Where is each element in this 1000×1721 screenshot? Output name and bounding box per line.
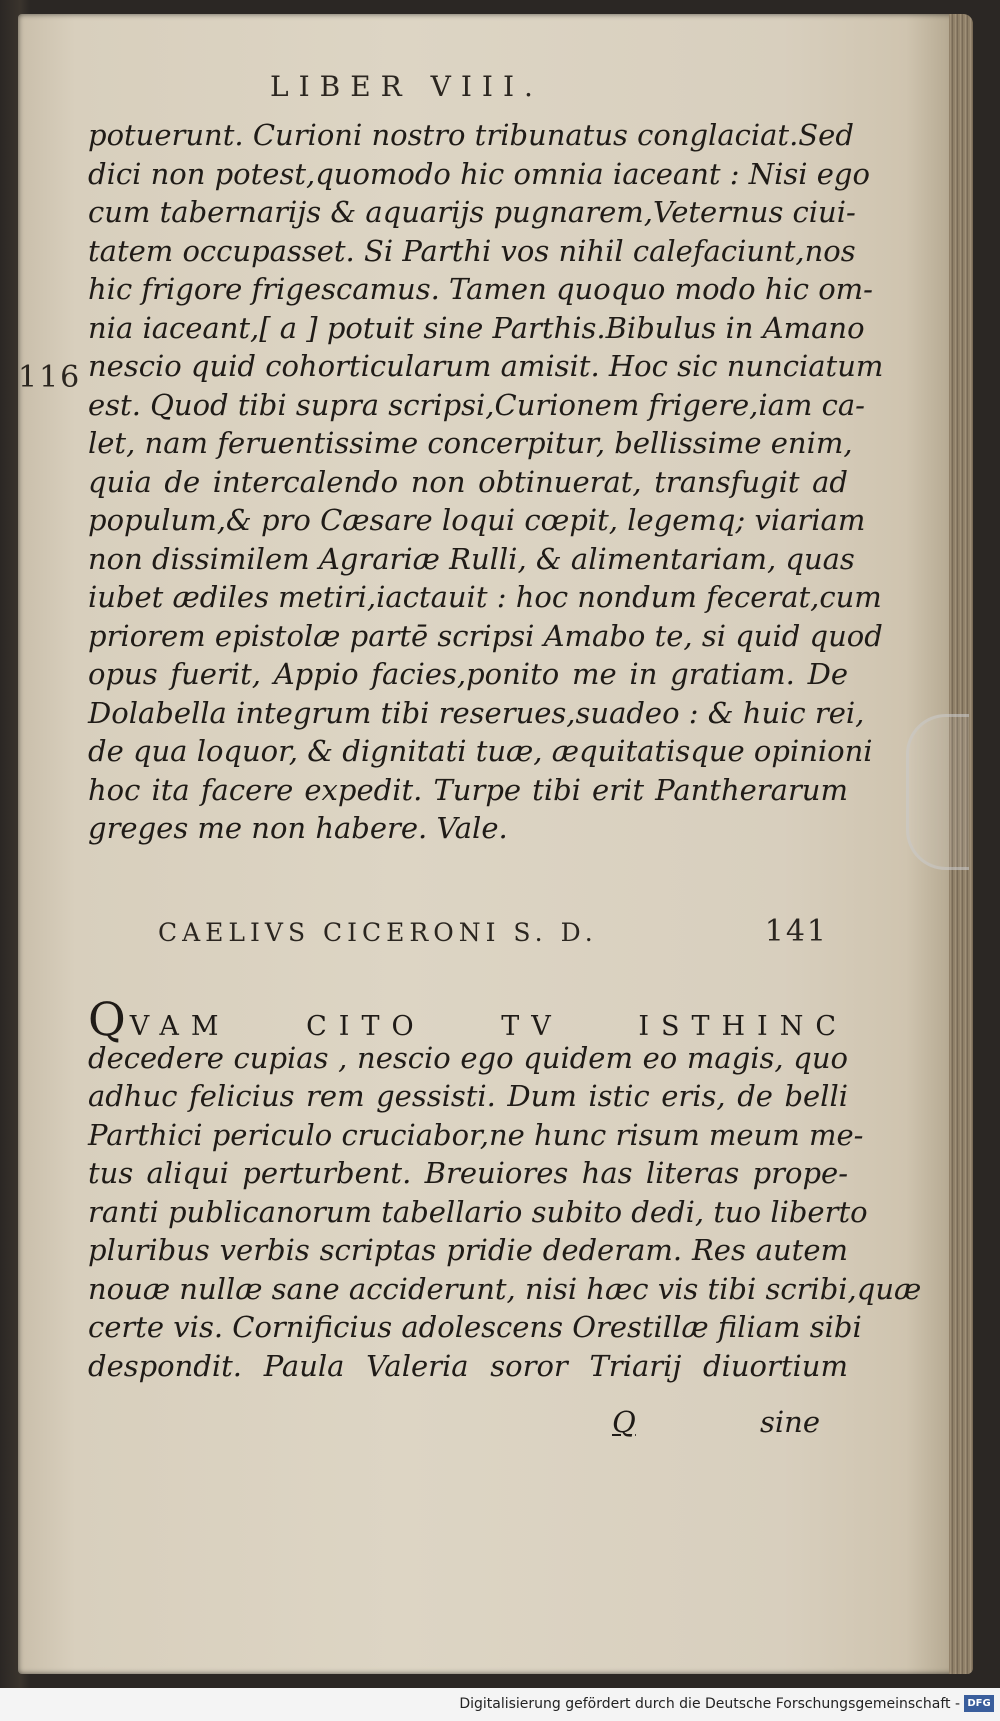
text-line: let, nam feruentissime concerpitur, bellissime enim, <box>88 426 853 460</box>
text-line: certe vis. Cornificius adolescens Orestillæ filiam sibi <box>88 1310 862 1344</box>
text-line: ranti publicanorum tabellario subito dedi, tuo liberto <box>88 1194 868 1229</box>
signature-mark: Q <box>612 1405 636 1439</box>
text-line: cum tabernarijs & aquarijs pugnarem,Veternus ciui- <box>88 195 856 229</box>
footer-bar <box>0 1688 1000 1721</box>
running-title: LIBER VIII. <box>270 70 543 103</box>
text-line: quia de intercalendo non obtinuerat, transfugit ad <box>88 464 848 499</box>
text-line: nescio quid cohorticularum amisit. Hoc sic nunciatum <box>88 349 884 383</box>
catchword: sine <box>760 1405 820 1439</box>
text-line: hoc ita facere expedit. Turpe tibi erit Pantherarum <box>88 772 848 807</box>
text-line: Dolabella integrum tibi reserues,suadeo : & huic rei, <box>88 695 865 730</box>
letter-1-body <box>88 116 884 848</box>
text-line: non dissimilem Agrariæ Rulli, & alimentariam, quas <box>88 541 855 576</box>
text-line: tatem occupasset. Si Parthi vos nihil calefaciunt,nos <box>88 233 856 268</box>
text-line: Parthici periculo cruciabor,ne hunc risum meum me- <box>88 1117 864 1152</box>
text-line: est. Quod tibi supra scripsi,Curionem frigere,iam ca- <box>88 387 865 422</box>
text-line: de qua loquor, & dignitati tuæ, æquitatisque opinioni <box>88 734 873 768</box>
letter-2-title <box>158 914 828 949</box>
dfg-logo: DFG <box>964 1695 994 1712</box>
opening-words: VAM CITO TV ISTHINC <box>129 1011 848 1042</box>
letter-number: 141 <box>764 914 828 949</box>
text-line: tus aliqui perturbent. Breuiores has literas prope- <box>88 1156 848 1190</box>
text-line: hic frigore frigescamus. Tamen quoquo modo hic om- <box>88 272 873 306</box>
text-line: greges me non habere. Vale. <box>88 811 508 845</box>
text-line: priorem epistolæ partē scripsi Amabo te, si quid quod <box>88 618 883 653</box>
margin-number: 116 <box>18 360 82 395</box>
text-line: potuerunt. Curioni nostro tribunatus conglaciat.Sed <box>88 118 854 152</box>
text-line: populum,& pro Cæsare loqui cœpit, legemq; viariam <box>88 503 866 537</box>
text-line: opus fuerit, Appio facies,ponito me in gratiam. De <box>88 657 848 691</box>
footer-credit: Digitalisierung gefördert durch die Deutsche Forschungsgemeinschaft - <box>459 1696 960 1712</box>
text-line: despondit. Paula Valeria soror Triarij diuortium <box>88 1348 848 1383</box>
text-line: iubet ædiles metiri,iactauit : hoc nondum fecerat,cum <box>88 580 882 614</box>
text-line: pluribus verbis scriptas pridie dederam. Res autem <box>88 1233 848 1267</box>
text-line: dici non potest,quomodo hic omnia iaceant : Nisi ego <box>88 156 870 191</box>
initial-capital: Q <box>88 992 130 1046</box>
opening-line <box>88 992 848 1046</box>
page-clip <box>906 714 969 870</box>
text-line: adhuc felicius rem gessisti. Dum istic eris, de belli <box>88 1079 848 1113</box>
text-line: decedere cupias , nescio ego quidem eo magis, quo <box>88 1040 848 1075</box>
letter-2-body <box>88 992 922 1385</box>
text-line: nouæ nullæ sane acciderunt, nisi hæc vis tibi scribi,quæ <box>88 1271 922 1306</box>
letter-title-text: CAELIVS CICERONI S. D. <box>158 918 598 947</box>
text-line: nia iaceant,[ a ] potuit sine Parthis.Bibulus in Amano <box>88 310 865 345</box>
